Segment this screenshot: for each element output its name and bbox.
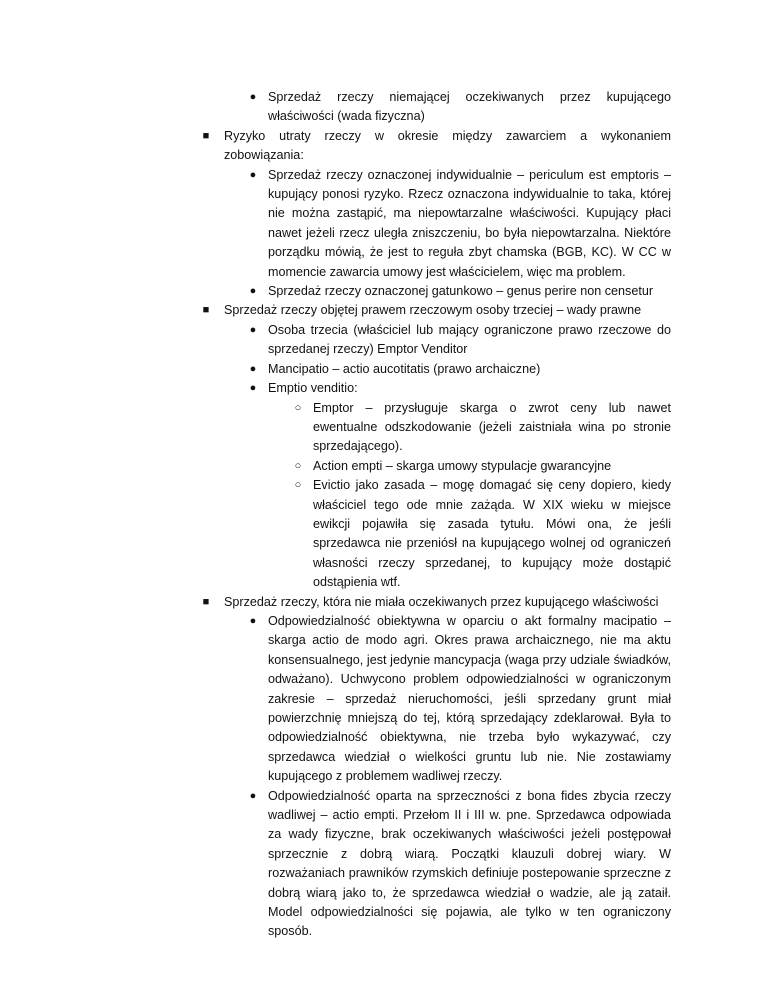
square-bullet-icon: ■ — [202, 595, 210, 608]
list-item-text: Odpowiedzialność obiektywna w oparciu o akt formalny macipatio – skarga actio de modo agri. Okres prawa archaicznego, nie ma aktu konsensualnego, jest jedynie mancypacja (waga przy udziale świadków, odważano). Uchwycono problem odpowiedzialności w ograniczonym zakresie – sprzedaż nieruchomości, jeśli sprzedany grunt miał powierzchnię mniejszą do tej, którą sprzedający zdeklarował. Była to odpowiedzialność obiektywna, nie trzeba było wykazywać, czy sprzedawca wiedział o wielkości gruntu lub nie. Nie zostawiamy kupującego z problemem wadliwej rzeczy. — [268, 613, 671, 784]
disc-bullet-icon: ● — [249, 323, 257, 336]
circle-bullet-icon: ○ — [294, 401, 302, 414]
list-item — [249, 88, 671, 127]
disc-bullet-icon: ● — [249, 168, 257, 181]
list-item-text: Ryzyko utraty rzeczy w okresie między zawarciem a wykonaniem zobowiązania: — [224, 128, 671, 163]
list-item-text: Emptio venditio: — [268, 381, 358, 396]
list-item-text: Osoba trzecia (właściciel lub mający ograniczone prawo rzeczowe do sprzedanej rzeczy) Emptor Venditor — [268, 322, 671, 357]
list-item — [202, 593, 671, 612]
disc-bullet-icon: ● — [249, 614, 257, 627]
list-item — [249, 612, 671, 787]
list-item — [294, 476, 671, 592]
list-item — [249, 166, 671, 282]
list-item — [249, 360, 671, 379]
list-item-text: Evictio jako zasada – mogę domagać się ceny dopiero, kiedy właściciel tego ode mnie zażąda. W XIX wieku w miejsce ewikcji pojawiła się zasada tytułu. Mówi ona, że jeśli sprzedawca nie przeniósł na kupującego wolnej od ograniczeń własności rzeczy sprzedanej, to kupujący może dostąpić odstąpienia wtf. — [313, 478, 671, 590]
outline-list — [0, 88, 760, 942]
list-item-text: Sprzedaż rzeczy, która nie miała oczekiwanych przez kupującego właściwości — [224, 594, 659, 609]
circle-bullet-icon: ○ — [294, 479, 302, 492]
disc-bullet-icon: ● — [249, 91, 257, 103]
list-item-text: Action empti – skarga umowy stypulacje gwarancyjne — [313, 458, 612, 473]
list-item-text: Sprzedaż rzeczy oznaczonej gatunkowo – genus perire non censetur — [268, 284, 654, 299]
list-item — [294, 399, 671, 457]
circle-bullet-icon: ○ — [294, 459, 302, 472]
list-item-text: Emptor – przysługuje skarga o zwrot ceny lub nawet ewentualne odszkodowanie (jeżeli zaistniała wina po stronie sprzedającego). — [313, 400, 671, 454]
list-item-text: Sprzedaż rzeczy niemającej oczekiwanych przez kupującego właściwości (wada fizyczna) — [268, 90, 671, 124]
list-item — [249, 787, 671, 942]
list-item-text: Sprzedaż rzeczy objętej prawem rzeczowym osoby trzeciej – wady prawne — [224, 303, 642, 318]
list-item — [202, 127, 671, 166]
list-item — [249, 321, 671, 360]
square-bullet-icon: ■ — [202, 304, 210, 317]
list-item-text: Sprzedaż rzeczy oznaczonej indywidualnie – periculum est emptoris – kupujący ponosi ryzyko. Rzecz oznaczona indywidualnie to taka, której nie można zastąpić, ma niepowtarzalne właściwości. Kupujący płaci nawet jeżeli rzecz uległa zniszczeniu, bo była niepowtarzalna. Niektóre porządku mówią, że jest to reguła zbyt chamska (BGB, KC). W CC w momencie zawarcia umowy jest właścicielem, więc ma problem. — [268, 167, 671, 279]
list-item — [294, 457, 671, 476]
square-bullet-icon: ■ — [202, 129, 210, 142]
disc-bullet-icon: ● — [249, 285, 257, 298]
list-item — [249, 282, 671, 301]
list-item — [249, 379, 671, 398]
list-item — [202, 301, 671, 320]
list-item-text: Mancipatio – actio aucotitatis (prawo archaiczne) — [268, 361, 541, 376]
disc-bullet-icon: ● — [249, 362, 257, 375]
disc-bullet-icon: ● — [249, 789, 257, 802]
list-item-text: Odpowiedzialność oparta na sprzeczności z bona fides zbycia rzeczy wadliwej – actio empti. Przełom II i III w. pne. Sprzedawca odpowiada za wady fizyczne, brak oczekiwanych właściwości jeżeli postępował sprzecznie z dobrą wiarą. Początki klauzuli dobrej wiary. W rozważaniach prawników rzymskich definiuje postepowanie sprzeczne z dobrą wiarą jako to, że sprzedawca wiedział o wadzie, ale ją zataił. Model odpowiedzialności się pojawia, ale tylko w ten ograniczony sposób. — [268, 788, 671, 939]
disc-bullet-icon: ● — [249, 382, 257, 395]
